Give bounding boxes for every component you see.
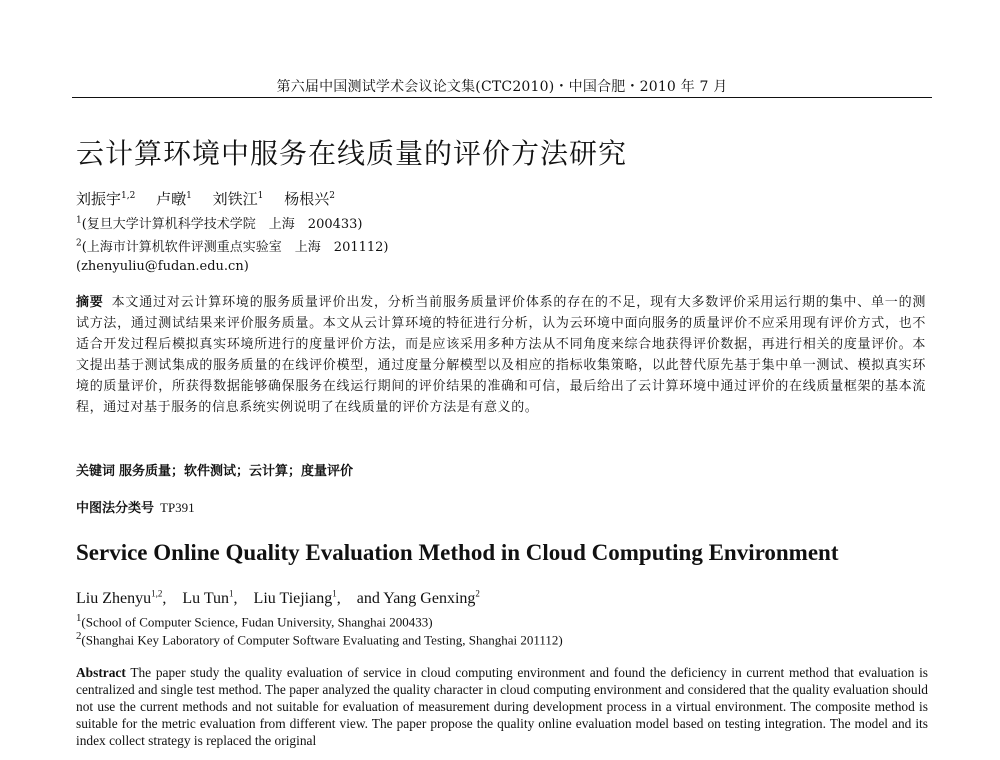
header-rule <box>72 97 932 98</box>
affiliation-en-1-mark: 1 <box>76 612 82 624</box>
author-en-2-sep: , <box>233 590 238 607</box>
author-en-3 <box>254 590 341 607</box>
abstract-cn-label: 摘要 <box>76 295 104 310</box>
affiliation-cn-2-text: (上海市计算机软件评测重点实验室 上海 201112) <box>81 240 389 255</box>
author-en-2 <box>182 590 237 607</box>
clc-code: TP391 <box>160 500 195 515</box>
author-cn-2 <box>156 190 192 208</box>
author-cn-2-name: 卢暾 <box>156 190 187 208</box>
author-en-3-aff: 1 <box>332 588 337 599</box>
author-cn-3-aff: 1 <box>257 191 264 201</box>
authors-english <box>76 590 492 608</box>
abstract-chinese <box>76 292 926 418</box>
author-en-2-name: Lu Tun <box>182 590 230 607</box>
affiliation-cn-1-text: (复旦大学计算机科学技术学院 上海 200433) <box>81 217 363 232</box>
abstract-cn-text: 本文通过对云计算环境的服务质量评价出发，分析当前服务质量评价体系的存在的不足，现有大多数评价采用运行期的集中、单一的测试方法，通过测试结果来评价服务质量。本文从云计算环境的特征进行分析，认为云环境中面向服务的质量评价不应采用现有评价方式，也不适合开发过程后模拟真实环境所进行的度量评价方法，而是应该采用多种方法从不同角度来综合地获得评价数据，再进行相关的度量评价。本文提出基于测试集成的服务质量的在线评价模型，通过度量分解模型以及相应的指标收集策略，以此替代原先基于集中单一测试、模拟真实环境的质量评价，所获得数据能够确保服务在线运行期间的评价结果的准确和可信，最后给出了云计算环境中通过评价的在线质量框架的基本流程，通过对基于服务的信息系统实例说明了在线质量的评价方法是有意义的。 <box>76 295 927 415</box>
author-cn-4 <box>284 190 335 208</box>
author-cn-4-aff: 2 <box>329 191 335 201</box>
abstract-en-text: The paper study the quality evaluation of service in cloud computing environment and found the deficiency in current method that evaluation is centralized and single test method. The paper analyzed the quality character in cloud computing environment and considered that the quality evaluation should not use the current methods and not suitable for evaluation of measurement during development process in a virtual environment. The composite method is suitable for the metric evaluation from different view. The paper propose the quality online evaluation model based on testing integration. The model and its index collect strategy is replaced the original <box>76 665 928 748</box>
author-en-3-name: Liu Tiejiang <box>253 590 333 607</box>
abstract-english <box>76 664 928 749</box>
author-cn-4-name: 杨根兴 <box>284 190 330 208</box>
keywords-cn-items: 服务质量；软件测试；云计算；度量评价 <box>119 464 354 479</box>
author-en-3-sep: , <box>336 590 341 607</box>
author-en-4-aff: 2 <box>475 588 480 599</box>
author-cn-1 <box>76 190 135 208</box>
author-en-1 <box>76 590 166 607</box>
title-chinese: 云计算环境中服务在线质量的评价方法研究 <box>76 137 628 170</box>
affiliation-en-1 <box>76 612 433 630</box>
author-email: (zhenyuliu@fudan.edu.cn) <box>76 259 249 274</box>
affiliation-en-2-mark: 2 <box>76 630 82 642</box>
title-english: Service Online Quality Evaluation Method in Cloud Computing Environment <box>76 540 839 565</box>
affiliation-cn-1 <box>76 213 363 232</box>
author-cn-1-name: 刘振宇 <box>76 190 122 208</box>
keywords-chinese <box>76 460 353 479</box>
author-en-4-name: and Yang Genxing <box>356 590 476 607</box>
author-cn-3-name: 刘铁江 <box>212 190 258 208</box>
affiliation-en-1-text: (School of Computer Science, Fudan University, Shanghai 200433) <box>81 614 433 630</box>
author-cn-3 <box>213 190 264 208</box>
abstract-en-label: Abstract <box>76 665 126 680</box>
running-head: 第六届中国测试学术会议论文集(CTC2010)・中国合肥・2010 年 7 月 <box>276 79 728 95</box>
clc-label: 中图法分类号 <box>76 501 155 516</box>
affiliation-en-2 <box>76 630 563 648</box>
keywords-cn-label: 关键词 <box>76 464 116 479</box>
author-cn-2-aff: 1 <box>186 191 192 201</box>
author-en-2-aff: 1 <box>229 588 234 599</box>
affiliation-cn-1-mark: 1 <box>76 215 82 226</box>
affiliation-cn-2 <box>76 236 389 255</box>
author-cn-1-aff: 1,2 <box>121 191 136 201</box>
classification-code <box>76 497 195 516</box>
affiliation-cn-2-mark: 2 <box>76 238 82 249</box>
author-en-1-sep: , <box>162 590 167 607</box>
author-en-4 <box>357 590 480 607</box>
author-en-1-name: Liu Zhenyu <box>76 590 152 607</box>
author-en-1-aff: 1,2 <box>151 588 163 599</box>
authors-chinese <box>76 188 351 209</box>
affiliation-en-2-text: (Shanghai Key Laboratory of Computer Software Evaluating and Testing, Shanghai 201112) <box>81 632 563 648</box>
